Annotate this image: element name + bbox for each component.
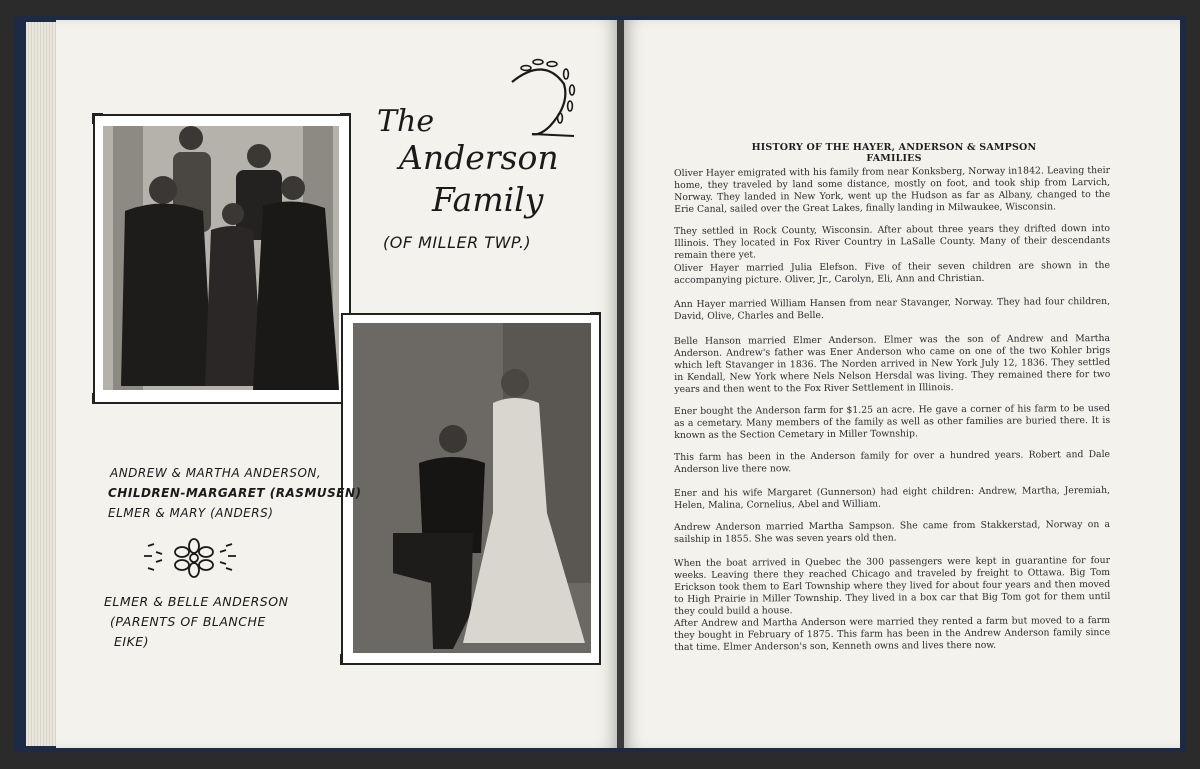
family-title-line: Anderson	[399, 138, 559, 177]
wedding-photo	[353, 323, 591, 653]
caption-family-photo: ANDREW & MARTHA ANDERSON,	[110, 466, 322, 480]
laurel-ornament-icon	[504, 56, 578, 140]
family-photo	[103, 126, 339, 390]
caption-wedding-photo: (PARENTS OF BLANCHE	[110, 614, 266, 629]
history-heading: HISTORY OF THE HAYER, ANDERSON & SAMPSON FAMILIES	[751, 142, 1037, 164]
history-paragraph: Oliver Hayer married Julia Elefson. Five of their seven children are shown in the accompanying picture. Oliver, Jr., Carolyn, Eli, Ann and Christian.	[674, 259, 1111, 286]
history-paragraph: They settled in Rock County, Wisconsin. After about three years they drifted down into Illinois. They located in Fox River Country in LaSalle County. Many of their descendants remain there yet.	[674, 222, 1111, 261]
history-paragraph: This farm has been in the Anderson family for over a hundred years. Robert and Dale Anderson live there now.	[674, 448, 1111, 475]
caption-family-photo: ELMER & MARY (ANDERS)	[108, 506, 274, 520]
caption-wedding-photo: EIKE)	[114, 634, 150, 649]
family-title-line: The	[377, 104, 435, 139]
family-photo-figures	[103, 126, 339, 390]
wedding-photo-figures	[353, 323, 591, 653]
history-paragraph: Oliver Hayer emigrated with his family from near Konksberg, Norway in1842. Leaving their home, they traveled by land some distance, mostly on foot, and took ship from Larvich, Norway. They landed in New York, went up the Hudson as far as Albany, changed to the Erie Canal, sailed over the Great Lakes, finally landing in Milwaukee, Wisconsin.	[674, 164, 1111, 215]
photo-corner-ornament	[340, 654, 351, 665]
photo-corner-ornament	[92, 393, 103, 404]
caption-family-photo: CHILDREN-MARGARET (RASMUSEN)	[108, 486, 362, 500]
history-paragraph: Belle Hanson married Elmer Anderson. Elmer was the son of Andrew and Martha Anderson. Andrew's father was Ener Anderson who came on one of the two Kohler brigs which left Stavanger in 1836. The Norden arrived in New York July 12, 1836. They settled in Kendall, New York where Nels Nelson Hersdal was living. They remained there for two years and then went to the Fox River Settlement in Illinois.	[674, 332, 1111, 395]
family-subtitle: (OF MILLER TWP.)	[383, 233, 532, 252]
caption-wedding-photo: ELMER & BELLE ANDERSON	[104, 594, 289, 609]
photo-corner-ornament	[92, 113, 103, 124]
history-paragraph: Andrew Anderson married Martha Sampson. She came from Stakkerstad, Norway on a sailship in 1855. She was seven years old then.	[674, 518, 1111, 545]
history-paragraph: Ener bought the Anderson farm for $1.25 an acre. He gave a corner of his farm to be used as a cemetary. Many members of the family as well as other families are buried there. It is known as the Section Cemetary in Miller Township.	[674, 402, 1111, 441]
history-paragraph: Ener and his wife Margaret (Gunnerson) had eight children: Andrew, Martha, Jeremiah, Helen, Malina, Cornelius, Abel and William.	[674, 484, 1111, 511]
photo-corner-ornament	[340, 113, 351, 124]
flower-ornament-icon	[140, 538, 246, 580]
history-paragraph: When the boat arrived in Quebec the 300 passengers were kept in guarantine for four weeks. Leaving there they reached Chicago and traveled by freight to Ottawa. Big Tom Erickson took them to Earl Township where they lived for about four years and then moved to High Prairie in Miller Township. They lived in a box car that Big Tom got for them until they could build a house.	[674, 554, 1111, 617]
history-paragraph: After Andrew and Martha Anderson were married they rented a farm but moved to a farm they bought in February of 1875. This farm has been in the Andrew Anderson family since that time. Elmer Anderson's son, Kenneth owns and lives there now.	[674, 614, 1111, 653]
wedding-photo-frame	[341, 313, 601, 665]
family-photo-frame	[93, 114, 351, 404]
photo-corner-ornament	[590, 312, 601, 323]
family-title-line: Family	[432, 180, 544, 219]
history-paragraph: Ann Hayer married William Hansen from near Stavanger, Norway. They had four children, David, Olive, Charles and Belle.	[674, 295, 1111, 322]
